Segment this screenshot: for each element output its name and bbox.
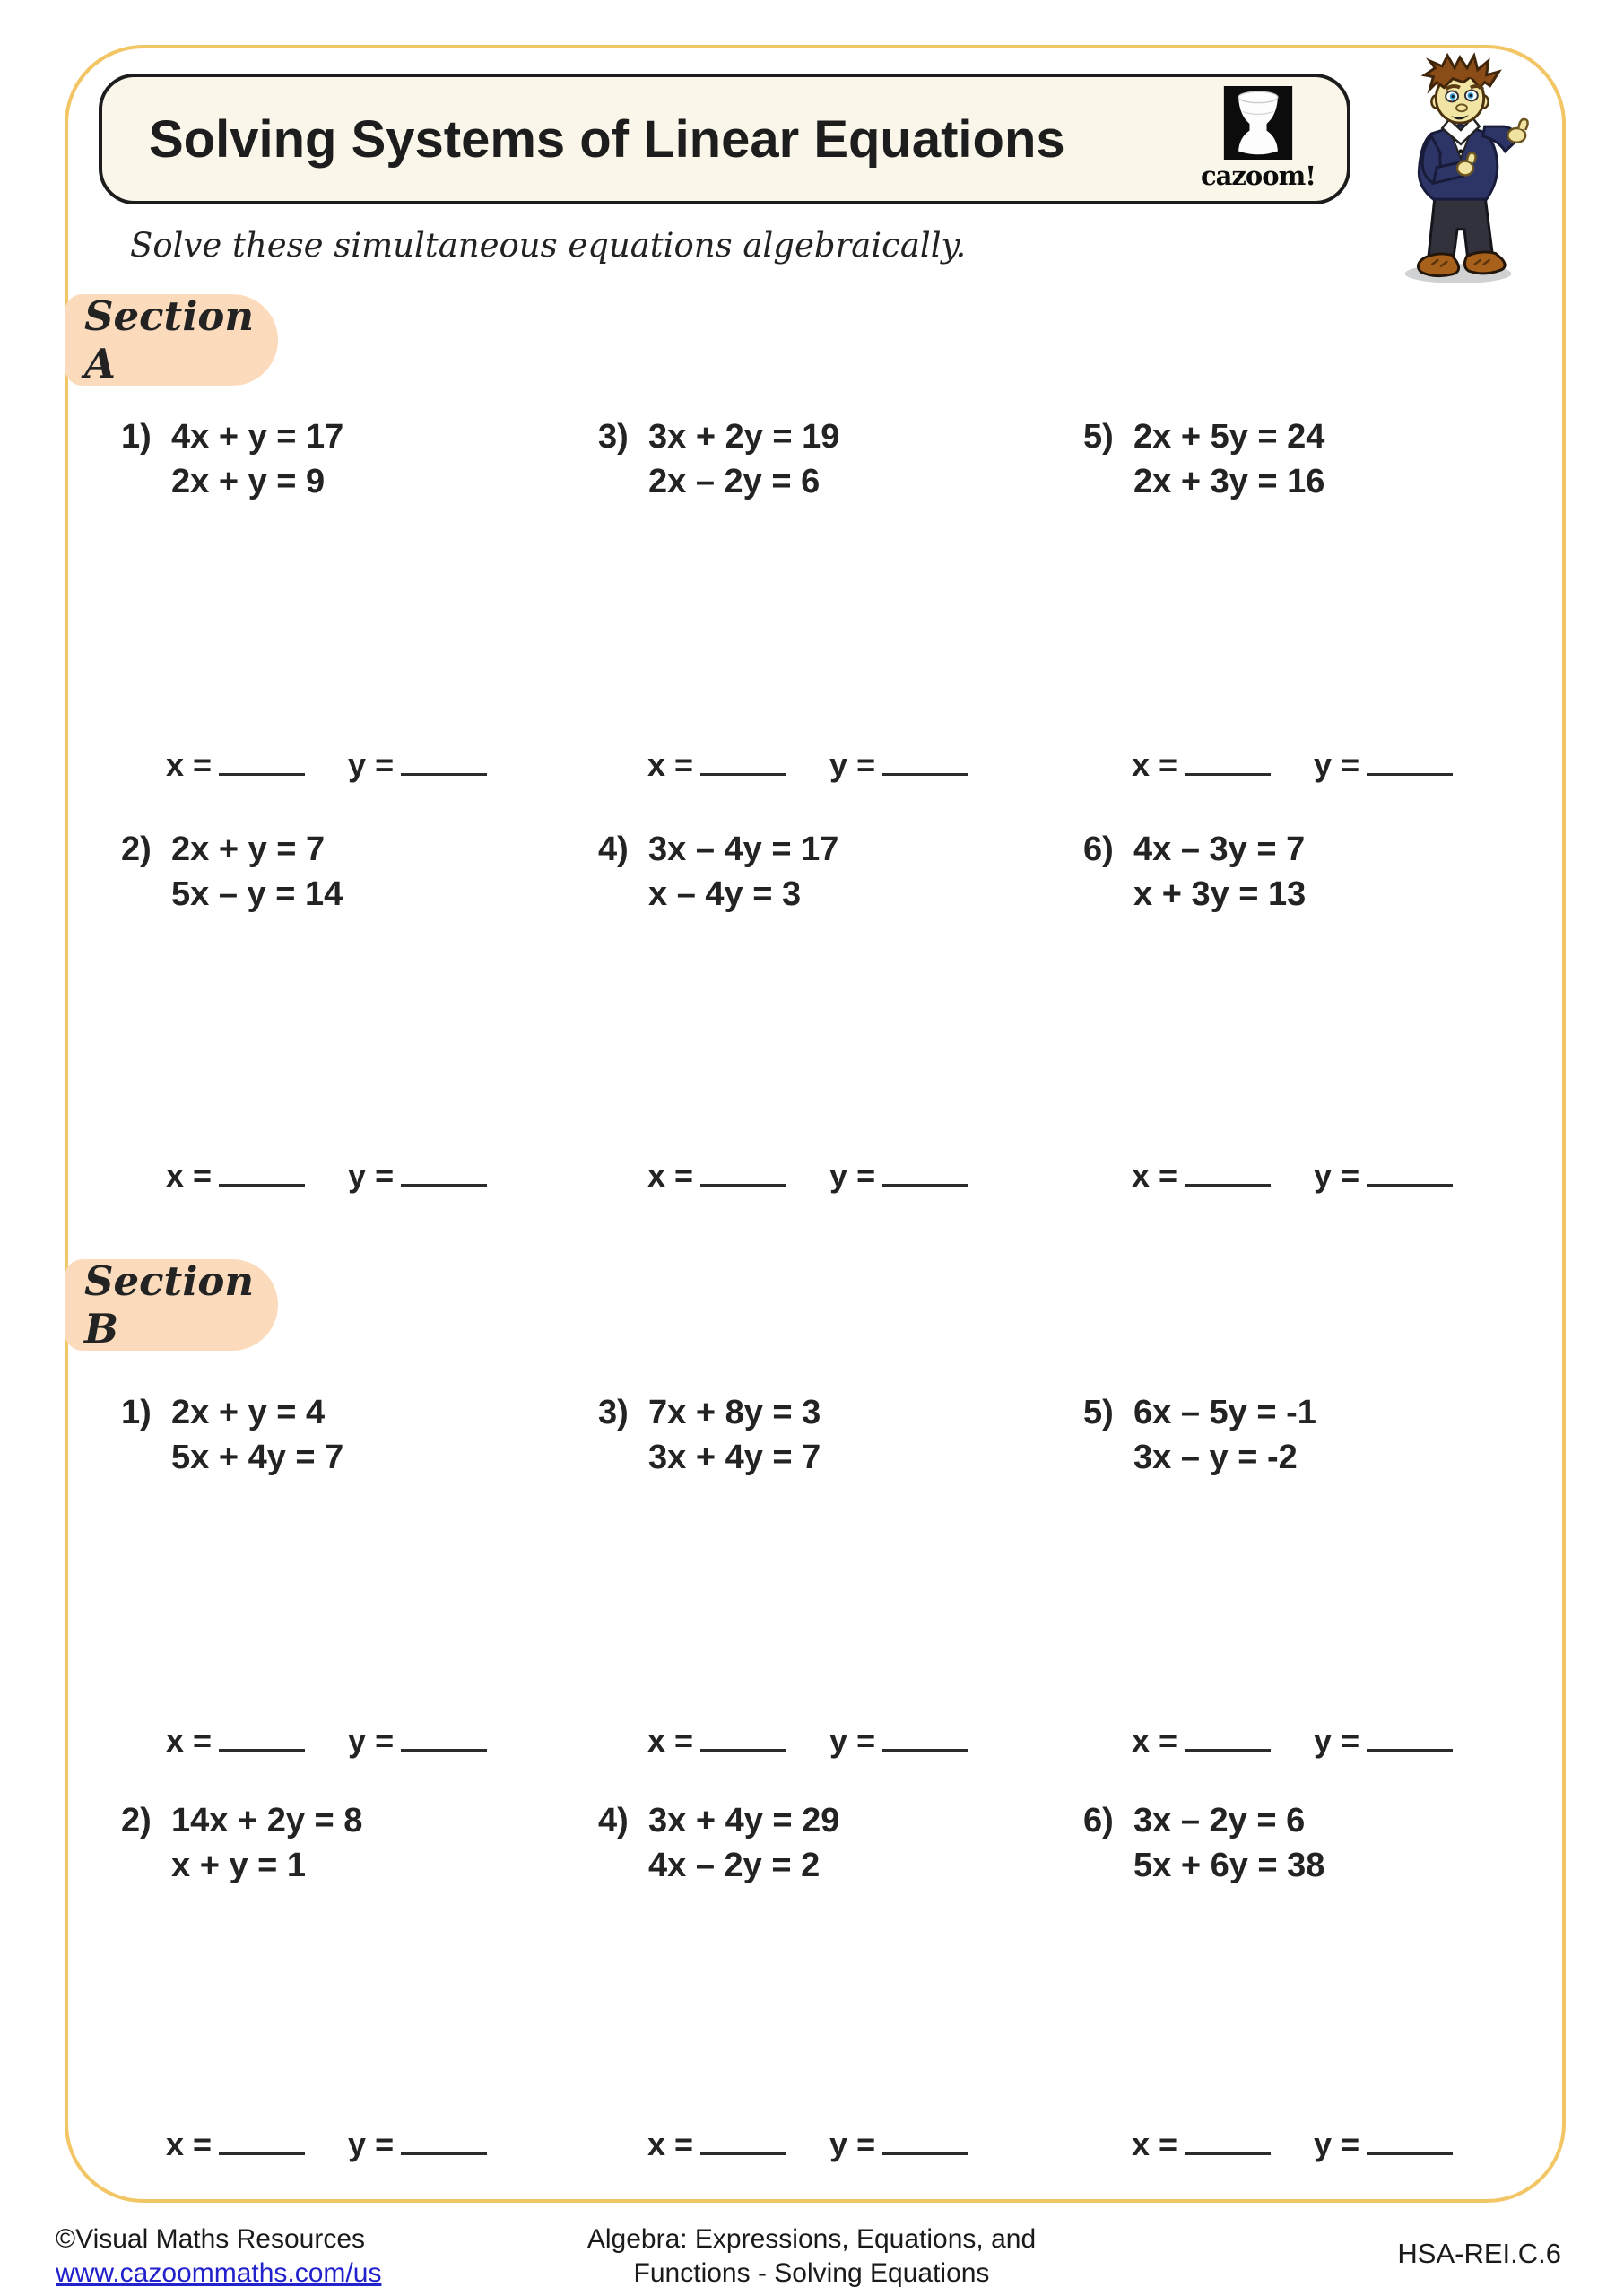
- answer-blank-y[interactable]: [401, 1717, 487, 1752]
- equation-line-1: 3x – 4y = 17: [648, 831, 839, 868]
- equation-line-2: 5x + 6y = 38: [1133, 1847, 1325, 1884]
- answer-line: [166, 741, 487, 784]
- x-label: x =: [166, 1157, 213, 1194]
- equation-pair: [1133, 1798, 1324, 1888]
- equation-line-2: 2x + y = 9: [171, 463, 326, 500]
- y-label: y =: [348, 2126, 395, 2162]
- answer-blank-x[interactable]: [1185, 741, 1271, 776]
- title-box: [99, 74, 1350, 204]
- equation-pair: [648, 414, 839, 504]
- drum-icon: [1223, 86, 1293, 160]
- problem-number: 3): [598, 418, 629, 456]
- answer-blank-y[interactable]: [882, 741, 968, 776]
- equation-line-2: 3x – y = -2: [1133, 1439, 1298, 1476]
- answer-blank-x[interactable]: [219, 2120, 305, 2155]
- problem-a1: [121, 414, 343, 504]
- answer-line: [1132, 1717, 1453, 1760]
- cazoom-logo: [1200, 86, 1316, 191]
- answer-blank-y[interactable]: [882, 1717, 968, 1752]
- subject-line-1: Algebra: Expressions, Equations, and: [586, 2224, 1037, 2254]
- problem-b4: [598, 1798, 839, 1888]
- answer-line: [1132, 741, 1453, 784]
- answer-line: [647, 2120, 968, 2163]
- equation-line-2: 2x – 2y = 6: [648, 463, 821, 500]
- x-label: x =: [1132, 2126, 1178, 2162]
- problem-number: 6): [1083, 1802, 1114, 1839]
- footer-copyright-block: [56, 2222, 381, 2291]
- standard-code: HSA-REI.C.6: [1397, 2238, 1561, 2269]
- x-label: x =: [647, 1722, 694, 1759]
- x-label: x =: [647, 1157, 694, 1194]
- problem-b5: [1083, 1390, 1316, 1480]
- answer-line: [166, 2120, 487, 2163]
- instruction-text: Solve these simultaneous equations algebraically.: [130, 226, 967, 265]
- answer-blank-x[interactable]: [700, 2120, 786, 2155]
- answer-line: [1132, 2120, 1453, 2163]
- footer-subject-block: [408, 2222, 1215, 2291]
- problem-number: 2): [121, 831, 152, 868]
- answer-blank-y[interactable]: [401, 1152, 487, 1187]
- y-label: y =: [348, 1722, 395, 1759]
- equation-line-1: 4x + y = 17: [171, 418, 344, 456]
- equation-line-1: 3x + 2y = 19: [648, 418, 840, 456]
- equation-line-1: 3x + 4y = 29: [648, 1802, 840, 1839]
- equation-line-2: x + 3y = 13: [1133, 875, 1307, 913]
- equation-line-2: 3x + 4y = 7: [648, 1439, 821, 1476]
- y-label: y =: [348, 1157, 395, 1194]
- equation-pair: [1133, 414, 1324, 504]
- answer-blank-x[interactable]: [219, 741, 305, 776]
- x-label: x =: [166, 1722, 213, 1759]
- equation-line-1: 2x + 5y = 24: [1133, 418, 1325, 456]
- copyright-text: ©Visual Maths Resources: [56, 2224, 366, 2254]
- problem-number: 5): [1083, 1394, 1114, 1431]
- answer-blank-y[interactable]: [401, 2120, 487, 2155]
- problem-b2: [121, 1798, 362, 1888]
- problem-a5: [1083, 414, 1324, 504]
- answer-line: [166, 1152, 487, 1195]
- problem-number: 3): [598, 1394, 629, 1431]
- logo-text: cazoom!: [1200, 161, 1316, 191]
- answer-blank-x[interactable]: [219, 1717, 305, 1752]
- x-label: x =: [647, 2126, 694, 2162]
- problem-a6: [1083, 827, 1306, 917]
- y-label: y =: [348, 746, 395, 783]
- problem-number: 4): [598, 1802, 629, 1839]
- y-label: y =: [1314, 746, 1360, 783]
- equation-line-2: x – 4y = 3: [648, 875, 802, 913]
- equation-pair: [648, 827, 838, 917]
- website-link[interactable]: www.cazoommaths.com/us: [56, 2258, 382, 2288]
- problem-b1: [121, 1390, 343, 1480]
- problem-number: 6): [1083, 831, 1114, 868]
- y-label: y =: [829, 746, 876, 783]
- answer-line: [647, 1152, 968, 1195]
- equation-pair: [171, 1798, 362, 1888]
- equation-line-1: 3x – 2y = 6: [1133, 1802, 1306, 1839]
- section-b-label: Section B: [84, 1257, 255, 1352]
- answer-line: [166, 1717, 487, 1760]
- problem-number: 1): [121, 1394, 152, 1431]
- equation-line-2: 4x – 2y = 2: [648, 1847, 821, 1884]
- problem-b3: [598, 1390, 821, 1480]
- equation-pair: [171, 1390, 343, 1480]
- x-label: x =: [166, 2126, 213, 2162]
- equation-line-1: 7x + 8y = 3: [648, 1394, 821, 1431]
- answer-blank-y[interactable]: [1367, 741, 1453, 776]
- equation-line-1: 2x + y = 7: [171, 831, 326, 868]
- problem-number: 4): [598, 831, 629, 868]
- answer-blank-x[interactable]: [700, 1717, 786, 1752]
- answer-blank-x[interactable]: [700, 1152, 786, 1187]
- answer-blank-y[interactable]: [401, 741, 487, 776]
- equation-line-1: 4x – 3y = 7: [1133, 831, 1306, 868]
- equation-pair: [1133, 1390, 1316, 1480]
- equation-line-1: 14x + 2y = 8: [171, 1802, 363, 1839]
- y-label: y =: [1314, 1157, 1360, 1194]
- x-label: x =: [647, 746, 694, 783]
- equation-line-2: 5x + 4y = 7: [171, 1439, 344, 1476]
- equation-line-2: 2x + 3y = 16: [1133, 463, 1325, 500]
- equation-line-1: 6x – 5y = -1: [1133, 1394, 1316, 1431]
- x-label: x =: [166, 746, 213, 783]
- equation-pair: [1133, 827, 1306, 917]
- y-label: y =: [1314, 2126, 1360, 2162]
- equation-line-2: 5x – y = 14: [171, 875, 343, 913]
- equation-line-1: 2x + y = 4: [171, 1394, 326, 1431]
- x-label: x =: [1132, 746, 1178, 783]
- answer-line: [1132, 1152, 1453, 1195]
- page-title: Solving Systems of Linear Equations: [149, 109, 1065, 169]
- answer-blank-x[interactable]: [1185, 2120, 1271, 2155]
- problem-number: 5): [1083, 418, 1114, 456]
- answer-blank-x[interactable]: [1185, 1152, 1271, 1187]
- problem-number: 2): [121, 1802, 152, 1839]
- equation-pair: [648, 1798, 839, 1888]
- equation-line-2: x + y = 1: [171, 1847, 307, 1884]
- answer-blank-y[interactable]: [882, 1152, 968, 1187]
- answer-blank-y[interactable]: [882, 2120, 968, 2155]
- problem-number: 1): [121, 418, 152, 456]
- equation-pair: [171, 827, 343, 917]
- problem-a2: [121, 827, 343, 917]
- y-label: y =: [829, 1157, 876, 1194]
- y-label: y =: [1314, 1722, 1360, 1759]
- answer-blank-x[interactable]: [219, 1152, 305, 1187]
- answer-blank-y[interactable]: [1367, 2120, 1453, 2155]
- problem-a3: [598, 414, 839, 504]
- x-label: x =: [1132, 1157, 1178, 1194]
- answer-blank-y[interactable]: [1367, 1152, 1453, 1187]
- y-label: y =: [829, 2126, 876, 2162]
- subject-line-2: Functions - Solving Equations: [633, 2258, 990, 2288]
- answer-blank-x[interactable]: [1185, 1717, 1271, 1752]
- equation-pair: [171, 414, 343, 504]
- section-a-label: Section A: [84, 292, 255, 387]
- section-a-header: [65, 294, 278, 386]
- problem-b6: [1083, 1798, 1324, 1888]
- answer-line: [647, 1717, 968, 1760]
- y-label: y =: [829, 1722, 876, 1759]
- answer-blank-x[interactable]: [700, 741, 786, 776]
- problem-a4: [598, 827, 838, 917]
- equation-pair: [648, 1390, 821, 1480]
- section-b-header: [65, 1259, 278, 1351]
- x-label: x =: [1132, 1722, 1178, 1759]
- answer-line: [647, 741, 968, 784]
- mascot-character: [1385, 52, 1536, 287]
- answer-blank-y[interactable]: [1367, 1717, 1453, 1752]
